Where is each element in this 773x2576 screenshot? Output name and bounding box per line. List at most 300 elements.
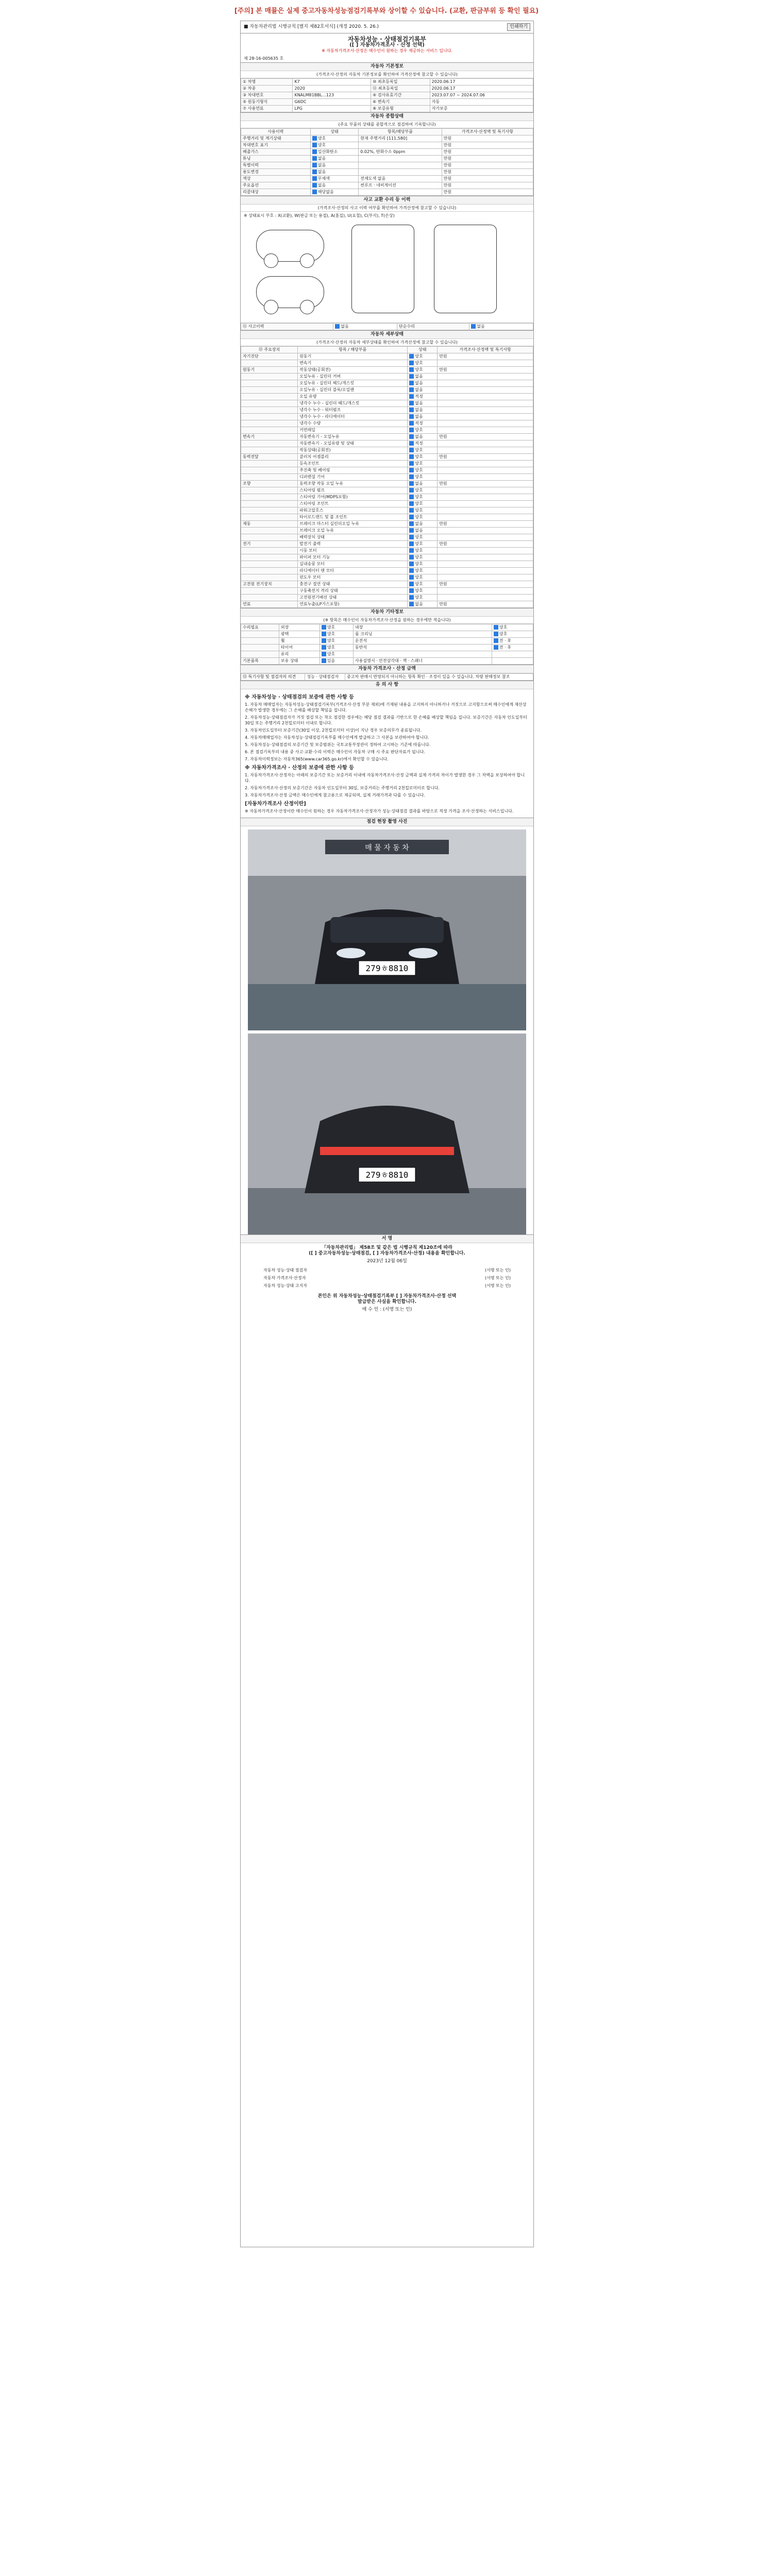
detail-cell-text: 작동상태(공회전) (299, 448, 331, 452)
signature-slot[interactable]: (서명 또는 인) (485, 1283, 511, 1288)
detail-cell-text: 양호 (415, 575, 423, 580)
checkbox-icon[interactable] (471, 324, 476, 329)
other-cell-text: 양호 (499, 632, 508, 636)
detail-cell (241, 440, 298, 447)
checkbox-icon[interactable] (322, 632, 326, 636)
other-cell (492, 631, 533, 638)
detail-cell-text: 만원 (439, 582, 447, 586)
detail-cell (298, 387, 408, 394)
checkbox-icon[interactable] (409, 481, 414, 486)
other-cell (279, 645, 320, 651)
detail-row (241, 380, 533, 387)
simple-repair-label: 단순수리 (397, 324, 469, 330)
other-row (241, 645, 533, 651)
front-photo (248, 829, 526, 1030)
guide-paragraph: 7. 자동차이력정보는 자동차365(www.car365.go.kr)에서 확인할 수 있습니다. (245, 757, 389, 761)
detail-cell-text: 없음 (415, 374, 423, 379)
detail-cell (408, 374, 438, 380)
detail-row (241, 595, 533, 601)
photo-section (241, 818, 533, 1234)
detail-cell (408, 414, 438, 420)
other-cell (279, 638, 320, 645)
guide-title-3: [자동차가격조사 산정이란] (245, 801, 306, 807)
detail-cell-text: 양호 (415, 588, 423, 593)
status-row (241, 169, 533, 176)
checkbox-icon[interactable] (312, 149, 317, 154)
status-cell-text: 만원 (443, 149, 452, 154)
checkbox-icon[interactable] (494, 645, 498, 650)
other-cell-text: 룸 크리닝 (355, 632, 373, 636)
status-row (241, 135, 533, 142)
detail-row (241, 521, 533, 528)
document-title (241, 33, 533, 55)
status-row (241, 162, 533, 169)
other-cell (492, 645, 533, 651)
status-row (241, 149, 533, 156)
checkbox-icon[interactable] (312, 143, 317, 147)
checkbox-icon[interactable] (312, 190, 317, 194)
detail-cell (241, 568, 298, 574)
detail-cell (241, 501, 298, 507)
basic-info-row (241, 79, 533, 86)
front-car-image (248, 829, 526, 1030)
detail-cell (298, 601, 408, 608)
detail-cell (408, 353, 438, 360)
detail-row (241, 367, 533, 374)
detail-cell (438, 353, 533, 360)
detail-cell-text: 없음 (415, 602, 423, 606)
inspection-document (240, 21, 534, 2247)
checkbox-icon[interactable] (322, 658, 326, 663)
other-table (241, 624, 533, 665)
guide-paragraph: ※ 자동차가격조사·산정이란 매수인이 원하는 경우 자동차가격조사·산정자가 성능·상태점검 결과를 바탕으로 적정 가격을 조사·산정하는 서비스입니다. (245, 809, 514, 814)
detail-cell-text: 연료누출(LP가스포함) (299, 602, 340, 606)
other-cell (241, 631, 279, 638)
form-reference: ■ 자동차관리법 시행규칙 [별지 제82호서식] (개정 2020. 5. 26.) (244, 24, 379, 29)
detail-table (241, 346, 533, 608)
basic-info-label: ⑪ 최초등록일 (371, 86, 430, 92)
status-cell-text: 전체도색 없음 (360, 176, 386, 181)
detail-row (241, 494, 533, 501)
status-cell (359, 162, 442, 169)
checkbox-icon[interactable] (409, 575, 414, 580)
status-cell (241, 156, 311, 162)
status-cell-text: 만원 (443, 190, 452, 194)
detail-cell (408, 474, 438, 481)
status-cell (359, 142, 442, 149)
other-cell (353, 658, 492, 665)
checkbox-icon[interactable] (409, 401, 414, 405)
other-heading: 자동차 기타정보 (241, 608, 533, 617)
checkbox-icon[interactable] (312, 136, 317, 141)
status-cell (442, 169, 533, 176)
detail-cell (241, 374, 298, 380)
other-row (241, 658, 533, 665)
footer-bottom-2: 발급받은 사실을 확인합니다. (357, 1299, 416, 1304)
detail-cell (438, 447, 533, 454)
detail-cell-text: 양호 (415, 535, 423, 539)
accident-history-value: 없음 (341, 324, 349, 329)
detail-cell-text: 양호 (415, 354, 423, 359)
detail-cell (241, 414, 298, 420)
checkbox-icon[interactable] (312, 170, 317, 174)
detail-cell (438, 454, 533, 461)
checkbox-icon[interactable] (409, 562, 414, 566)
detail-cell (241, 353, 298, 360)
detail-cell (408, 481, 438, 487)
checkbox-icon[interactable] (409, 595, 414, 600)
detail-cell (298, 581, 408, 588)
status-cell (359, 169, 442, 176)
detail-row (241, 514, 533, 521)
other-cell (320, 631, 353, 638)
detail-cell (298, 467, 408, 474)
detail-cell-text: 냉각수 수량 (299, 421, 321, 426)
detail-row (241, 474, 533, 481)
checkbox-icon[interactable] (409, 367, 414, 372)
other-cell-text: 외장 (280, 625, 289, 630)
status-cell-text: 없음 (317, 156, 326, 161)
status-cell (442, 135, 533, 142)
detail-cell-text: 자동변속기 - 오일유량 및 상태 (299, 441, 354, 446)
detail-row (241, 561, 533, 568)
basic-info-label: ⑦ 사용연료 (241, 106, 293, 112)
detail-cell (298, 461, 408, 467)
detail-cell (298, 494, 408, 501)
status-cell-text: 썬루프 · 네비게이션 (360, 183, 396, 188)
detail-cell-text: 자기진단 (243, 354, 259, 359)
checkbox-icon[interactable] (409, 474, 414, 479)
detail-cell-text: 제동 (243, 521, 251, 526)
checkbox-icon[interactable] (312, 163, 317, 167)
status-cell (442, 162, 533, 169)
checkbox-icon[interactable] (322, 645, 326, 650)
other-cell-text: 양호 (327, 652, 335, 656)
basic-info-row (241, 99, 533, 106)
status-cell (241, 176, 311, 182)
checkbox-icon[interactable] (494, 625, 498, 630)
detail-cell-text: 만원 (439, 434, 447, 439)
footer-body (241, 1243, 533, 1315)
checkbox-icon[interactable] (409, 394, 414, 399)
detail-cell (438, 394, 533, 400)
detail-cell-text: 양호 (415, 367, 423, 372)
other-cell (353, 631, 492, 638)
guide-paragraph: 6. 본 점검기록부의 내용 중 사고·교환·수리 이력은 매수인이 자동차 구매 시 주요 판단자료가 됩니다. (245, 750, 425, 754)
checkbox-icon[interactable] (409, 588, 414, 593)
other-cell (279, 658, 320, 665)
other-cell-text: 양호 (327, 632, 335, 636)
car-diagram (241, 219, 533, 323)
detail-cell-text: 양호 (415, 541, 423, 546)
other-cell-text: 양호 (327, 625, 335, 630)
detail-row (241, 501, 533, 507)
other-cell (279, 651, 320, 658)
basic-info-value: G6DC (293, 99, 371, 106)
status-cell-text: 만원 (443, 183, 452, 188)
checkbox-icon[interactable] (409, 361, 414, 365)
other-cell-text: 내장 (355, 625, 363, 630)
detail-cell-text: 전기 (243, 541, 251, 546)
checkbox-icon[interactable] (409, 508, 414, 513)
basic-info-value: 자가보증 (430, 106, 533, 112)
basic-info-label: ⑩ 최초등록일 (371, 79, 430, 86)
detail-cell-text: 없음 (415, 381, 423, 385)
checkbox-icon[interactable] (409, 548, 414, 553)
footer-date: 2023년 12월 06일 (367, 1259, 407, 1264)
basic-info-row (241, 86, 533, 92)
status-row (241, 176, 533, 182)
detail-row (241, 588, 533, 595)
checkbox-icon[interactable] (409, 434, 414, 439)
detail-row (241, 447, 533, 454)
detail-row (241, 420, 533, 427)
detail-cell (408, 521, 438, 528)
checkbox-icon[interactable] (409, 602, 414, 606)
status-cell-text: 만원 (443, 136, 452, 141)
detail-cell (438, 461, 533, 467)
detail-cell (241, 595, 298, 601)
other-cell-text: 있음 (327, 658, 335, 663)
detail-cell (408, 440, 438, 447)
signature-role: 자동차 성능·상태 고지자 (263, 1283, 307, 1288)
checkbox-icon[interactable] (409, 461, 414, 466)
detail-row (241, 554, 533, 561)
status-cell-text: 주요옵션 (243, 183, 259, 188)
detail-cell (408, 588, 438, 595)
checkbox-icon[interactable] (409, 521, 414, 526)
other-cell (241, 638, 279, 645)
detail-cell-text: 적정 (415, 441, 423, 446)
opinion-inspector: 성능 · 상태점검자 (305, 674, 345, 681)
other-cell-text: 기본품목 (243, 658, 259, 663)
detail-row (241, 487, 533, 494)
signature-slot[interactable]: (서명 또는 인) (485, 1276, 511, 1280)
detail-cell (241, 474, 298, 481)
checkbox-icon[interactable] (409, 515, 414, 519)
detail-cell-text: 클러치 어셈블리 (299, 454, 329, 459)
detail-cell (408, 541, 438, 548)
detail-row (241, 541, 533, 548)
checkbox-icon[interactable] (409, 428, 414, 432)
status-cell-text: 용도변경 (243, 170, 259, 174)
other-cell-text: 수리필요 (243, 625, 259, 630)
detail-cell-text: 양호 (415, 548, 423, 553)
detail-cell-text: 시동 모터 (299, 548, 317, 553)
checkbox-icon[interactable] (409, 582, 414, 586)
checkbox-icon[interactable] (322, 625, 326, 630)
status-column-header: 항목/해당부품 (359, 129, 442, 135)
wheel-icon (300, 300, 314, 314)
status-row (241, 142, 533, 149)
status-cell-text: 주행거리 및 계기상태 (243, 136, 281, 141)
wheel-icon (300, 253, 314, 268)
status-cell-text: 튜닝 (243, 156, 251, 161)
detail-cell (241, 467, 298, 474)
checkbox-icon[interactable] (312, 156, 317, 161)
detail-heading: 자동차 세부상태 (241, 331, 533, 339)
checkbox-icon[interactable] (494, 632, 498, 636)
checkbox-icon[interactable] (409, 528, 414, 533)
detail-cell (438, 534, 533, 541)
print-button[interactable]: 인쇄하기 (507, 23, 530, 31)
detail-cell (438, 588, 533, 595)
detail-cell (438, 400, 533, 407)
checkbox-icon[interactable] (409, 495, 414, 499)
guide-heading: 유 의 사 항 (241, 681, 533, 689)
detail-cell (438, 440, 533, 447)
detail-cell-text: 양호 (415, 555, 423, 560)
detail-cell (408, 461, 438, 467)
status-cell (310, 135, 359, 142)
checkbox-icon[interactable] (409, 468, 414, 472)
detail-cell (241, 481, 298, 487)
status-heading: 자동차 종합상태 (241, 113, 533, 121)
title-note: ※ 자동차가격조사·산정은 매수인이 원하는 경우 제공하는 서비스 입니다. (322, 48, 452, 53)
detail-cell (408, 407, 438, 414)
status-section (241, 112, 533, 196)
detail-cell (241, 400, 298, 407)
status-cell (359, 176, 442, 182)
checkbox-icon[interactable] (409, 501, 414, 506)
checkbox-icon[interactable] (335, 324, 340, 329)
detail-row (241, 528, 533, 534)
detail-cell-text: 양호 (415, 582, 423, 586)
status-row (241, 156, 533, 162)
checkbox-icon[interactable] (322, 652, 326, 656)
detail-row (241, 387, 533, 394)
status-row (241, 182, 533, 189)
status-cell-text: 양호 (317, 143, 326, 147)
checkbox-icon[interactable] (409, 408, 414, 412)
checkbox-icon[interactable] (409, 448, 414, 452)
status-column-header: 가격조사·산정액 및 특기사항 (442, 129, 533, 135)
checkbox-icon[interactable] (312, 176, 317, 181)
other-cell-text: 유리 (280, 652, 289, 656)
checkbox-icon[interactable] (409, 568, 414, 573)
detail-cell-text: 오일누유 - 실린더 헤드/개스킷 (299, 381, 355, 385)
detail-cell-text: 오일 유량 (299, 394, 317, 399)
detail-cell-text: 윈도우 모터 (299, 575, 321, 580)
checkbox-icon[interactable] (409, 541, 414, 546)
checkbox-icon[interactable] (409, 488, 414, 493)
checkbox-icon[interactable] (409, 387, 414, 392)
detail-cell (241, 588, 298, 595)
detail-cell-text: 양호 (415, 562, 423, 566)
checkbox-icon[interactable] (409, 555, 414, 560)
detail-cell (408, 467, 438, 474)
detail-cell (438, 581, 533, 588)
guide-notes (241, 689, 533, 818)
footer-line-2: ([ ] 중고자동차성능·상태점검, [ ] 자동차가격조사·산정) 내용을 확인합니다. (309, 1251, 465, 1256)
detail-cell (408, 400, 438, 407)
detail-cell (408, 574, 438, 581)
opinion-table (241, 673, 533, 681)
footer-heading: 서 명 (241, 1235, 533, 1243)
photo-heading: 점검 현장 촬영 사진 (241, 818, 533, 826)
checkbox-icon[interactable] (409, 381, 414, 385)
detail-cell (298, 561, 408, 568)
status-cell-text: 없음 (317, 170, 326, 174)
other-cell (353, 651, 492, 658)
basic-info-value: 2020.06.17 (430, 86, 533, 92)
status-cell (241, 162, 311, 169)
status-cell (310, 189, 359, 196)
detail-cell-text: 양호 (415, 428, 423, 432)
other-cell (241, 624, 279, 631)
detail-cell-text: 양호 (415, 474, 423, 479)
other-cell (492, 624, 533, 631)
basic-info-value: K7 (293, 79, 371, 86)
rear-photo (248, 1033, 526, 1234)
detail-cell (241, 380, 298, 387)
checkbox-icon[interactable] (409, 414, 414, 419)
checkbox-icon[interactable] (409, 421, 414, 426)
detail-cell-text: 배력장치 상태 (299, 535, 325, 539)
detail-cell (241, 427, 298, 434)
detail-cell (241, 601, 298, 608)
basic-info-label: ③ 차대번호 (241, 92, 293, 99)
accident-table (241, 323, 533, 330)
detail-cell-text: 추진축 및 베어링 (299, 468, 330, 472)
opinion-section (241, 665, 533, 681)
guide-paragraph: 2. 자동차성능·상태점검자가 거짓 점검 또는 착오 점검한 경우에는 해당 점검 결과를 기반으로 한 손해를 배상할 책임을 집니다. 보증기간은 자동차 인도일부터 30일 또는 주행거리 2천킬로미터 이내로 합니다. (245, 715, 527, 725)
detail-cell (241, 487, 298, 494)
detail-cell (298, 440, 408, 447)
detail-cell (241, 447, 298, 454)
signature-slot[interactable]: (서명 또는 인) (485, 1268, 511, 1273)
detail-cell (408, 601, 438, 608)
status-cell (310, 149, 359, 156)
signature-row (243, 1274, 531, 1282)
status-cell-text: 만원 (443, 143, 452, 147)
checkbox-icon[interactable] (409, 374, 414, 379)
detail-cell-text: 스티어링 조인트 (299, 501, 329, 506)
detail-cell-text: 없음 (415, 521, 423, 526)
checkbox-icon[interactable] (312, 183, 317, 188)
status-cell-text: 색상 (243, 176, 251, 181)
other-cell-text: 양호 (499, 625, 508, 630)
checkbox-icon[interactable] (409, 454, 414, 459)
checkbox-icon[interactable] (494, 638, 498, 643)
other-cell (492, 638, 533, 645)
checkbox-icon[interactable] (322, 638, 326, 643)
detail-cell-text: 냉각수 누수 - 라디에이터 (299, 414, 345, 419)
detail-row (241, 507, 533, 514)
other-row (241, 624, 533, 631)
detail-cell (408, 380, 438, 387)
detail-cell-text: 만원 (439, 602, 447, 606)
detail-cell-text: 양호 (415, 595, 423, 600)
other-section (241, 608, 533, 665)
detail-cell (438, 521, 533, 528)
detail-cell (241, 514, 298, 521)
status-cell-text: 없음 (317, 183, 326, 188)
detail-cell (298, 407, 408, 414)
detail-row (241, 394, 533, 400)
document-number: 제 28-16-005635 호 (244, 56, 284, 61)
checkbox-icon[interactable] (409, 441, 414, 446)
basic-info-section (241, 62, 533, 112)
detail-cell (438, 528, 533, 534)
detail-cell (298, 367, 408, 374)
detail-cell (298, 487, 408, 494)
checkbox-icon[interactable] (409, 535, 414, 539)
checkbox-icon[interactable] (409, 354, 414, 359)
detail-cell (438, 387, 533, 394)
detail-cell-text: 충전구 절연 상태 (299, 582, 330, 586)
detail-section (241, 330, 533, 608)
